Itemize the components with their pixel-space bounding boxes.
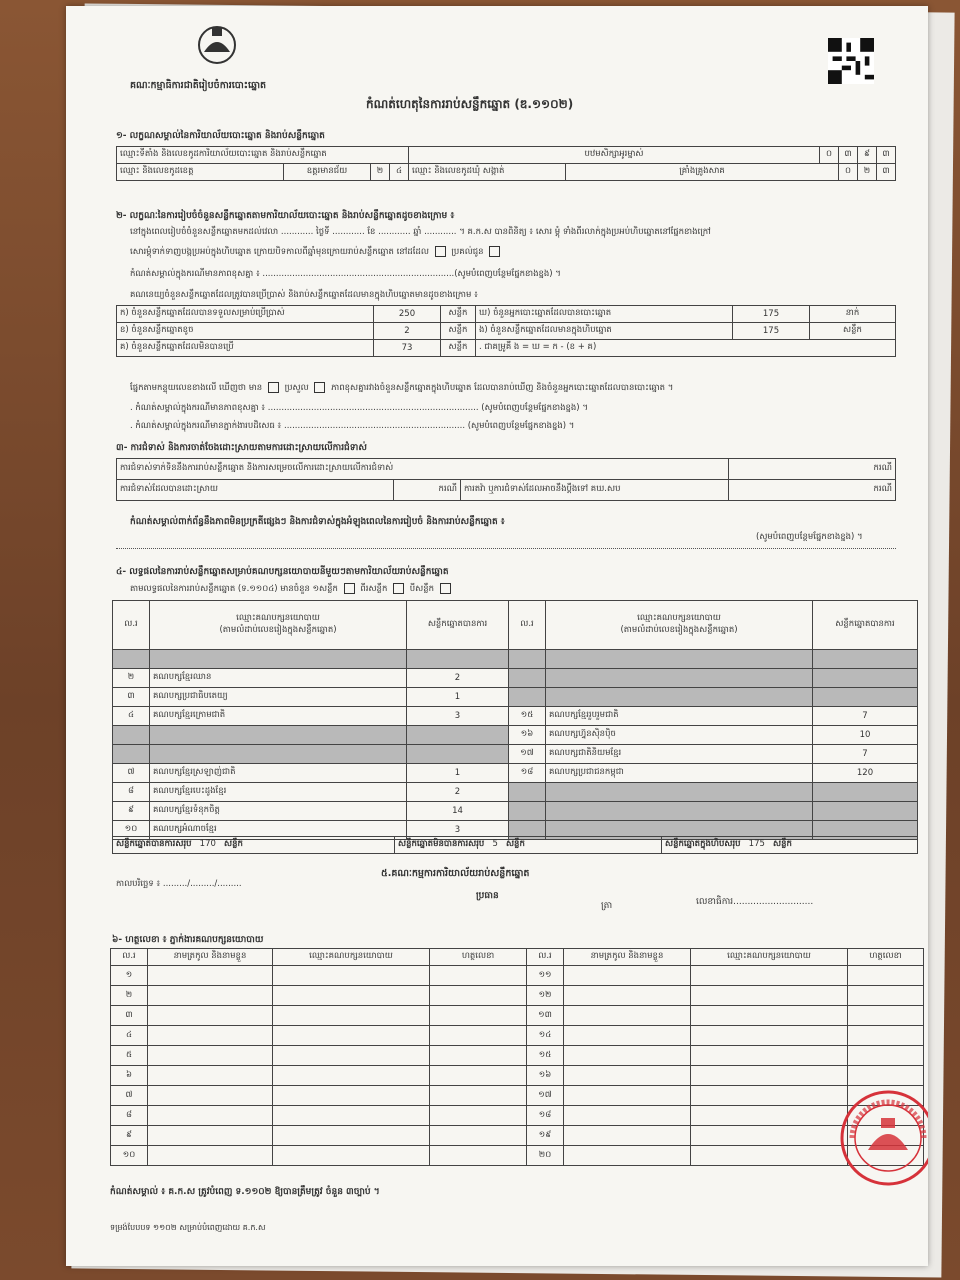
results-totals [112,836,918,854]
table-row [111,1106,924,1126]
province-value: ឧត្តរមានជ័យ [284,164,371,181]
party-votes: 7 [813,707,918,726]
agent-name-field[interactable] [564,1086,691,1106]
case-count-label: ករណី [729,480,896,501]
row-no: ៤ [113,707,150,726]
invalid-total-label: សន្លឹកឆ្នោតមិនបានការសរុប [398,839,485,849]
table-row [111,1046,924,1066]
results-table [112,600,918,840]
agent-name-field[interactable] [564,966,691,986]
province-code-digit: ២ [371,164,390,181]
unused-ballots-value: 73 [374,340,441,357]
ballot-count-table [116,305,896,357]
agent-name-field[interactable] [148,966,273,986]
col-votes: សន្លឹកឆ្នោតបានការ [407,601,509,650]
row-no: ២ [113,669,150,688]
party-votes [813,650,918,669]
irregularities-note: កំណត់សម្គាល់ពាក់ព័ន្ធនឹងភាពមិនប្រក្រតីផ្សេងៗ និងការជំទាស់ក្នុងអំឡុងពេលនៃការរៀបចំ និងការរាប់សន្លឹកឆ្នោត ៖ [130,517,505,527]
unit-label: សន្លឹក [441,306,476,323]
sheet-count-text: តាមលទ្ធផលនៃការរាប់សន្លឹកឆ្នោត (ទ.១១០៤) មានចំនួន ១សន្លឹក [130,584,338,594]
table-row [111,1086,924,1106]
province-label: ឈ្មោះ និងលេខកូដខេត្ត [117,164,284,181]
commune-code-digit: ២ [858,164,877,181]
org-name: គណៈកម្មាធិការជាតិរៀបចំការបោះឆ្នោត [130,80,267,91]
row-no: ១០ [113,821,150,840]
party-votes [813,688,918,707]
agent-signature-field[interactable] [848,1066,924,1086]
location-label: ឈ្មោះទីតាំង និងលេខកូដការិយាល័យបោះឆ្នោត និងរាប់សន្លឹកឆ្នោត [117,147,409,164]
row-no: ១៨ [509,764,546,783]
received-ballots-value: 250 [374,306,441,323]
party-name: គណបក្សប្រជាជនកម្ពុជា [546,764,813,783]
row-no: ១០ [111,1146,148,1166]
official-stamp-icon [838,1088,928,1188]
agent-party-field[interactable] [691,1146,848,1166]
other-checkbox[interactable] [489,246,500,257]
commune-value: គ្រាំងគ្រូងសាគ [566,164,839,181]
party-name: គណបក្សហ្វ៊ុនស៊ិនប៉ិច [546,726,813,745]
agent-party-field[interactable] [273,966,430,986]
discrepancy-yes-checkbox[interactable] [268,382,279,393]
unit-label: នាក់ [810,306,896,323]
agent-name-field[interactable] [564,1126,691,1146]
agent-name-field[interactable] [148,1026,273,1046]
row-no: ៣ [111,1006,148,1026]
table-row [113,669,918,688]
agent-signature-field[interactable] [848,966,924,986]
box-total-value: 175 [748,839,765,849]
agent-party-field[interactable] [273,1146,430,1166]
discrepancy-no-checkbox[interactable] [314,382,325,393]
row-no: ១៤ [527,1026,564,1046]
spoiled-ballots-value: 2 [374,323,441,340]
col-party-sublabel: (តាមលំដាប់លេខរៀងក្នុងសន្លឹកឆ្នោត) [620,625,738,635]
row-no [113,650,150,669]
col-no-2: ល.រ [509,601,546,650]
invalid-total [395,837,662,854]
party-name: គណបក្សខ្មែរបេះដូងខ្មែរ [150,783,407,802]
agent-party-field[interactable] [273,986,430,1006]
table-row [113,688,918,707]
agent-signature-field[interactable] [430,1126,527,1146]
location-code-digit: ៣ [839,147,858,164]
section-2-line1: នៅក្នុងពេលរៀបចំចំនួនសន្លឹកឆ្នោតមកដល់វេលា ............ ថ្ងៃទី ............ ខែ ............ ឆ្នាំ ............ ។ គ.ក.ស បានពិនិត្យ ៖ សោរ ម្ដុំ ទាំងពីរលាក់ក្នុងប្រអប់ហិបឆ្នោតនៅផ្នែកខាងក្រៅ [130,227,711,237]
location-code-digit: ០ [820,147,839,164]
row-no [113,745,150,764]
party-votes: 120 [813,764,918,783]
agent-signature-field[interactable] [430,1006,527,1026]
row-no [113,726,150,745]
row-no: ១៩ [527,1126,564,1146]
box-total [662,837,918,854]
discrepancy-option: ប្រសួល [284,383,309,393]
col-signature-2: ហត្ថលេខា [848,949,924,966]
commune-label: ឈ្មោះ និងលេខកូដឃុំ សង្កាត់ [409,164,566,181]
row-no: ៤ [111,1026,148,1046]
agent-party-field[interactable] [691,1026,848,1046]
form-code: ទម្រង់បែបបទ ១១០២ សម្រាប់បំពេញដោយ គ.ក.ស [110,1223,266,1232]
complaints-table [116,458,896,501]
option-label: ប្រគល់ជូន [451,247,484,257]
section-2-title: ២- លក្ខណៈនៃការរៀបចំចំនួនសន្លឹកឆ្នោតតាមការិយាល័យបោះឆ្នោត និងរាប់សន្លឹកឆ្នោតដូចខាងក្រោម ៖ [116,211,455,221]
unused-ballots-label: គ) ចំនួនសន្លឹកឆ្នោតដែលមិនបានប្រើ [117,340,374,357]
two-sheets-checkbox[interactable] [393,583,404,594]
same-checkbox[interactable] [435,246,446,257]
box-total-label: សន្លឹកឆ្នោតក្នុងហិបសរុប [665,839,741,849]
agent-signature-field[interactable] [430,1026,527,1046]
table-row [113,707,918,726]
col-party: ឈ្មោះគណបក្សនយោបាយ [273,949,430,966]
location-code-digit: ៩ [858,147,877,164]
party-name [150,745,407,764]
agent-signature-field[interactable] [430,1066,527,1086]
date-line: កាលបរិច្ឆេទ ៖ ........./........./......... [116,879,242,889]
agent-name-field[interactable] [564,1006,691,1026]
party-name: គណបក្សខ្មែរទំនុកចិត្ត [150,802,407,821]
unit-label: សន្លឹក [441,340,476,357]
agent-signature-field[interactable] [430,1146,527,1166]
ballots-in-box-value: 175 [733,323,810,340]
agent-party-field[interactable] [273,1066,430,1086]
agent-party-field[interactable] [691,1086,848,1106]
agent-party-field[interactable] [273,1006,430,1026]
section-1-table [116,146,896,181]
unit-label: សន្លឹក [224,839,243,849]
agent-name-field[interactable] [564,1066,691,1086]
invalid-total-value: 5 [492,839,498,849]
table-row [111,986,924,1006]
agent-signature-field[interactable] [430,1086,527,1106]
party-votes: 7 [813,745,918,764]
table-row [113,745,918,764]
party-votes: 1 [407,688,509,707]
agent-name-field[interactable] [148,1066,273,1086]
row-no: ៨ [111,1106,148,1126]
party-votes [813,669,918,688]
agent-name-field[interactable] [148,1106,273,1126]
agent-signature-field[interactable] [430,1046,527,1066]
row-no: ១២ [527,986,564,1006]
case-count-label: ករណី [729,459,896,480]
resolved-complaints-label: ការជំទាស់ដែលបានដោះស្រាយ [117,480,394,501]
agent-party-field[interactable] [691,1006,848,1026]
section-3-title: ៣- ការជំទាស់ និងការចាត់ចែងដោះស្រាយតាមការដោះស្រាយលើការជំទាស់ [116,443,367,453]
party-name [546,802,813,821]
party-name [546,650,813,669]
party-votes: 3 [407,707,509,726]
party-votes [407,650,509,669]
agent-signature-field[interactable] [848,986,924,1006]
agent-party-field[interactable] [273,1126,430,1146]
agent-name-field[interactable] [148,1006,273,1026]
agent-name-field[interactable] [148,1046,273,1066]
footer-note: កំណត់សម្គាល់ ៖ គ.ក.ស ត្រូវបំពេញ ទ.១១០២ ឱ្យបានត្រឹមត្រូវ ចំនួន ៣ច្បាប់ ។ [110,1187,380,1197]
agent-party-field[interactable] [691,1046,848,1066]
section-2-line6: . កំណត់សម្គាល់ក្នុងករណីមានភាពខុសគ្នា ៖ .............................................................................. (សូមបំពេញបន្ថែមផ្នែកខាងខ្នង) ។ [130,403,588,413]
agent-signature-field[interactable] [430,966,527,986]
party-name [150,726,407,745]
unit-label: សន្លឹក [810,323,896,340]
agent-name-field[interactable] [564,1106,691,1126]
commission-title: ៥.គណៈកម្មការការិយាល័យរាប់សន្លឹកឆ្នោត [381,868,530,879]
section-2-line2 [130,246,503,258]
party-votes: 2 [407,783,509,802]
agent-party-field[interactable] [691,986,848,1006]
three-sheets-checkbox[interactable] [440,583,451,594]
row-no [509,650,546,669]
col-party-sublabel: (តាមលំដាប់លេខរៀងក្នុងសន្លឹកឆ្នោត) [219,625,337,635]
agent-party-field[interactable] [273,1026,430,1046]
row-no: ៦ [111,1066,148,1086]
agents-signature-table [110,948,924,1166]
stamp-label: ត្រា [601,901,613,911]
row-no: ៧ [113,764,150,783]
row-no: ៩ [113,802,150,821]
col-party-2 [546,601,813,650]
party-name [546,669,813,688]
agent-party-field[interactable] [691,1106,848,1126]
agent-name-field[interactable] [564,1026,691,1046]
col-votes-2: សន្លឹកឆ្នោតបានការ [813,601,918,650]
row-no [509,688,546,707]
complaints-label: ការជំទាស់ទាក់ទិននឹងការរាប់សន្លឹកឆ្នោត និងការសម្រេចលើការដោះស្រាយលើការជំទាស់ [117,459,729,480]
agent-name-field[interactable] [148,1146,273,1166]
party-name: គណបក្សប្រជាធិបតេយ្យ [150,688,407,707]
col-party [150,601,407,650]
received-ballots-label: ក) ចំនួនសន្លឹកឆ្នោតដែលបានទទួលសម្រាប់ប្រើប្រាស់ [117,306,374,323]
agent-party-field[interactable] [691,966,848,986]
col-no: ល.រ [113,601,150,650]
section-2-line3: កំណត់សម្គាល់ក្នុងករណីមានភាពខុសគ្នា ៖ .......................................................................(សូមបំពេញបន្ថែមផ្នែកខាងខ្នង) ។ [130,269,561,279]
case-count-label: ករណី [394,480,461,501]
see-back-note: (សូមបំពេញបន្ថែមផ្នែកខាងខ្នង) ។ [756,532,863,542]
unit-label: សន្លឹក [773,839,792,849]
location-code-digit: ៣ [877,147,896,164]
discrepancy-text: ផ្នែកតាមកន្ទុយលេខខាងលើ ឃើញថា មាន [130,383,263,393]
row-no: ៨ [113,783,150,802]
party-votes: 3 [407,821,509,840]
agent-name-field[interactable] [148,1126,273,1146]
row-no: ២០ [527,1146,564,1166]
agent-party-field[interactable] [691,1066,848,1086]
row-no: ១១ [527,966,564,986]
qr-code-icon [828,38,874,84]
chair-label: ប្រធាន [476,891,499,901]
row-no: ១៥ [509,707,546,726]
commune-code-digit: ០ [839,164,858,181]
section-2-line2-text: សោរម្ដុំទាក់ទាញបង្កប្រអប់ក្នុងហិបឆ្នោត ក្រោយបិទកាលពីឆ្នាំមុនក្រោយរាប់សន្លឹកឆ្នោត នៅដដែល [130,247,429,257]
row-no: ១៣ [527,1006,564,1026]
col-signature: ហត្ថលេខា [430,949,527,966]
party-votes: 2 [407,669,509,688]
agent-signature-field[interactable] [430,1106,527,1126]
agent-signature-field[interactable] [848,1026,924,1046]
col-party-2: ឈ្មោះគណបក្សនយោបាយ [691,949,848,966]
agent-name-field[interactable] [564,1146,691,1166]
form-title: កំណត់ហេតុនៃការរាប់សន្លឹកឆ្នោត (ឌ.១១០២) [366,97,574,111]
section-2-line4: គណនេយ្យចំនួនសន្លឹកឆ្នោតដែលត្រូវបានប្រើប្រាស់ និងរាប់សន្លឹកឆ្នោតដែលមានក្នុងហិបឆ្នោតមានដូចខាងក្រោម ៖ [130,290,478,300]
table-row [113,764,918,783]
discrepancy-text-2: ភាពខុសគ្នារវាងចំនួនសន្លឹកឆ្នោតក្នុងហិបឆ្នោត ដែលបានរាប់ឃើញ និងចំនួនអ្នកបោះឆ្នោតដែលបានបោះឆ្នោត ។ [331,383,674,393]
table-row [113,783,918,802]
party-votes: 1 [407,764,509,783]
col-party-label: ឈ្មោះគណបក្សនយោបាយ [637,613,721,623]
table-row [113,802,918,821]
row-no: ១៦ [527,1066,564,1086]
section-2-line5 [130,382,673,394]
row-no: ៩ [111,1126,148,1146]
nec-logo-icon [194,24,240,66]
row-no [509,669,546,688]
agent-party-field[interactable] [273,1086,430,1106]
two-sheets-label: ពីរសន្លឹក [360,584,388,594]
row-no: ១៨ [527,1106,564,1126]
party-name: គណបក្សខ្មែរឈាន [150,669,407,688]
row-no: ៧ [111,1086,148,1106]
agent-name-field[interactable] [564,1046,691,1066]
spoiled-ballots-label: ខ) ចំនួនសន្លឹកឆ្នោតខូច [117,323,374,340]
party-name: គណបក្សខ្មែររួបរួមជាតិ [546,707,813,726]
row-no: ៣ [113,688,150,707]
party-votes [813,783,918,802]
row-no: ១៧ [509,745,546,764]
party-name: គណបក្សខ្មែរស្រឡាញ់ជាតិ [150,764,407,783]
section-1-title: ១- លក្ខណសម្គាល់នៃការិយាល័យបោះឆ្នោត និងរាប់សន្លឹកឆ្នោត [116,131,325,141]
col-no-2: ល.រ [527,949,564,966]
valid-total-label: សន្លឹកឆ្នោតបានការសរុប [116,839,192,849]
appeal-label: ការតវ៉ា ឬការជំទាស់ដែលអាចនឹងប្ដឹងទៅ គឃ.សប [461,480,729,501]
voters-value: 175 [733,306,810,323]
table-row [111,1066,924,1086]
section-4-title: ៤- លទ្ធផលនៃការរាប់សន្លឹកឆ្នោតសម្រាប់គណបក្សនយោបាយនីមួយៗតាមការិយាល័យរាប់សន្លឹកឆ្នោត [116,567,449,577]
col-party-label: ឈ្មោះគណបក្សនយោបាយ [236,613,320,623]
province-code-digit: ៤ [390,164,409,181]
row-no: ១៦ [509,726,546,745]
row-no: ១៧ [527,1086,564,1106]
commune-code-digit: ៣ [877,164,896,181]
table-row [111,1146,924,1166]
agent-signature-field[interactable] [848,1046,924,1066]
agent-party-field[interactable] [691,1126,848,1146]
section-4-sub [130,583,454,595]
secretary-label: លេខាធិការ............................ [696,897,814,907]
col-no: ល.រ [111,949,148,966]
table-row [113,726,918,745]
row-no [509,783,546,802]
voters-label: ឃ) ចំនួនអ្នកបោះឆ្នោតដែលបានបោះឆ្នោត [476,306,733,323]
party-votes [407,726,509,745]
valid-total [113,837,395,854]
table-row [111,1006,924,1026]
one-sheet-checkbox[interactable] [344,583,355,594]
party-votes: 14 [407,802,509,821]
party-name [150,650,407,669]
party-name: គណបក្សជាតិនិយមខ្មែរ [546,745,813,764]
table-row [111,966,924,986]
table-row [111,1026,924,1046]
col-name-2: នាមត្រកូល និងនាមខ្លួន [564,949,691,966]
party-votes [407,745,509,764]
row-no [509,802,546,821]
row-no: ៥ [111,1046,148,1066]
section-2-line7: . កំណត់សម្គាល់ក្នុងករណីមានភ្នាក់ងារបដិសេធ ៖ ................................................................... (សូមបំពេញបន្ថែមផ្នែកខាងខ្នង) ។ [130,421,575,431]
ballots-in-box-label: ង) ចំនួនសន្លឹកឆ្នោតដែលមានក្នុងហិបឆ្នោត [476,323,733,340]
row-no: ១ [111,966,148,986]
agent-name-field[interactable] [148,986,273,1006]
party-name [546,688,813,707]
agent-signature-field[interactable] [430,986,527,1006]
party-name: គណបក្សអំណាចខ្មែរ [150,821,407,840]
party-votes: 10 [813,726,918,745]
section-6-title: ៦- ហត្ថលេខា ៖ ភ្នាក់ងារគណបក្សនយោបាយ [112,935,264,945]
unit-label: សន្លឹក [441,323,476,340]
agent-name-field[interactable] [564,986,691,1006]
col-name: នាមត្រកូល និងនាមខ្លួន [148,949,273,966]
party-name [546,783,813,802]
ballot-formula: . ជាគម្រូគឺ ង = ឃ = ក - (ខ + គ) [476,340,896,357]
row-no: ១៥ [527,1046,564,1066]
unit-label: សន្លឹក [505,839,525,849]
three-sheets-label: បីសន្លឹក [409,584,435,594]
location-value: បឋមសិក្សាអូរម្នាស់ [409,147,820,164]
election-form-page [66,6,928,1266]
agent-signature-field[interactable] [848,1006,924,1026]
row-no: ២ [111,986,148,1006]
party-votes [813,802,918,821]
party-name: គណបក្សខ្មែរក្រោមជាតិ [150,707,407,726]
agent-party-field[interactable] [273,1106,430,1126]
agent-name-field[interactable] [148,1086,273,1106]
agent-party-field[interactable] [273,1046,430,1066]
table-row [111,1126,924,1146]
table-row [113,650,918,669]
valid-total-value: 170 [199,839,216,849]
